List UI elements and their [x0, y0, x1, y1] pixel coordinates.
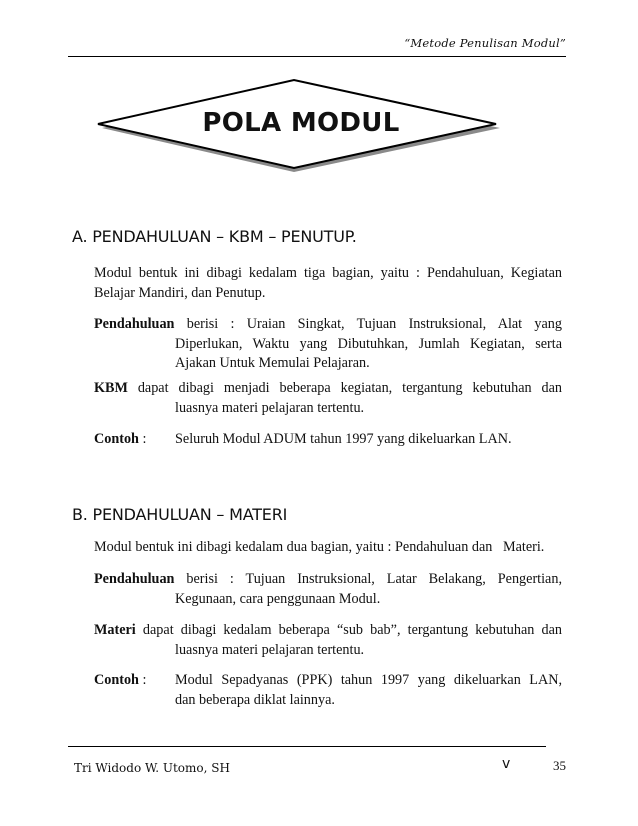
- term-materi: Materi: [94, 622, 136, 638]
- section-a-intro-line1: Modul bentuk ini dibagi kedalam tiga bagian, yaitu : Pendahuluan, Kegiatan: [94, 265, 562, 281]
- header-rule: [68, 56, 566, 57]
- section-a-contoh: Contoh : Seluruh Modul ADUM tahun 1997 yang dikeluarkan LAN.: [94, 431, 512, 447]
- pendahuluan-a-line3: Ajakan Untuk Memulai Pelajaran.: [175, 355, 370, 371]
- pendahuluan-b-line2: Kegunaan, cara penggunaan Modul.: [175, 590, 381, 607]
- term-kbm: KBM: [94, 380, 128, 396]
- section-a-intro-line2: Belajar Mandiri, dan Penutup.: [94, 284, 266, 301]
- contoh-a-text: Seluruh Modul ADUM tahun 1997 yang dikeluarkan LAN.: [175, 431, 512, 447]
- contoh-b-line1: Modul Sepadyanas (PPK) tahun 1997 yang dikeluarkan LAN,: [175, 672, 562, 688]
- section-b-heading: B. PENDAHULUAN – MATERI: [72, 505, 288, 524]
- running-header: “Metode Penulisan Modul”: [404, 36, 566, 50]
- materi-line2: luasnya materi pelajaran tertentu.: [175, 641, 365, 658]
- term-pendahuluan-a: Pendahuluan: [94, 316, 175, 332]
- footer-rule: [68, 746, 546, 747]
- pendahuluan-a-line1: berisi : Uraian Singkat, Tujuan Instruksional, Alat yang: [174, 316, 562, 332]
- section-b-contoh: Contoh : Modul Sepadyanas (PPK) tahun 1997 yang dikeluarkan LAN, dan beberapa diklat lainnya.: [94, 671, 562, 710]
- pendahuluan-b-line1: berisi : Tujuan Instruksional, Latar Belakang, Pengertian,: [174, 571, 562, 587]
- term-contoh-b: Contoh: [94, 672, 139, 688]
- banner-title: POLA MODUL: [202, 108, 400, 138]
- page-number: 35: [553, 758, 566, 773]
- section-a-heading: A. PENDAHULUAN – KBM – PENUTUP.: [72, 227, 357, 246]
- materi-line1: dapat dibagi kedalam beberapa “sub bab”, tergantung kebutuhan dan: [135, 622, 562, 638]
- pendahuluan-a-line2: Diperlukan, Waktu yang Dibutuhkan, Jumlah Kegiatan, serta: [175, 335, 562, 352]
- section-b-intro: [94, 538, 562, 558]
- section-a-pendahuluan: [94, 315, 562, 374]
- footer-author: Tri Widodo W. Utomo, SH: [74, 761, 230, 775]
- section-a-intro: [94, 264, 562, 303]
- term-contoh-a: Contoh: [94, 431, 139, 447]
- term-pendahuluan-b: Pendahuluan: [94, 571, 175, 587]
- section-b-pendahuluan: [94, 570, 562, 609]
- section-b-intro-line: Modul bentuk ini dibagi kedalam dua bagian, yaitu : Pendahuluan dan Materi.: [94, 539, 545, 555]
- section-a-kbm: [94, 379, 562, 418]
- kbm-line1: dapat dibagi menjadi beberapa kegiatan, tergantung kebutuhan dan: [127, 380, 562, 396]
- footer-roman-numeral: v: [502, 756, 511, 772]
- contoh-b-line2: dan beberapa diklat lainnya.: [175, 691, 335, 708]
- section-b-materi: [94, 621, 562, 660]
- kbm-line2: luasnya materi pelajaran tertentu.: [175, 399, 365, 416]
